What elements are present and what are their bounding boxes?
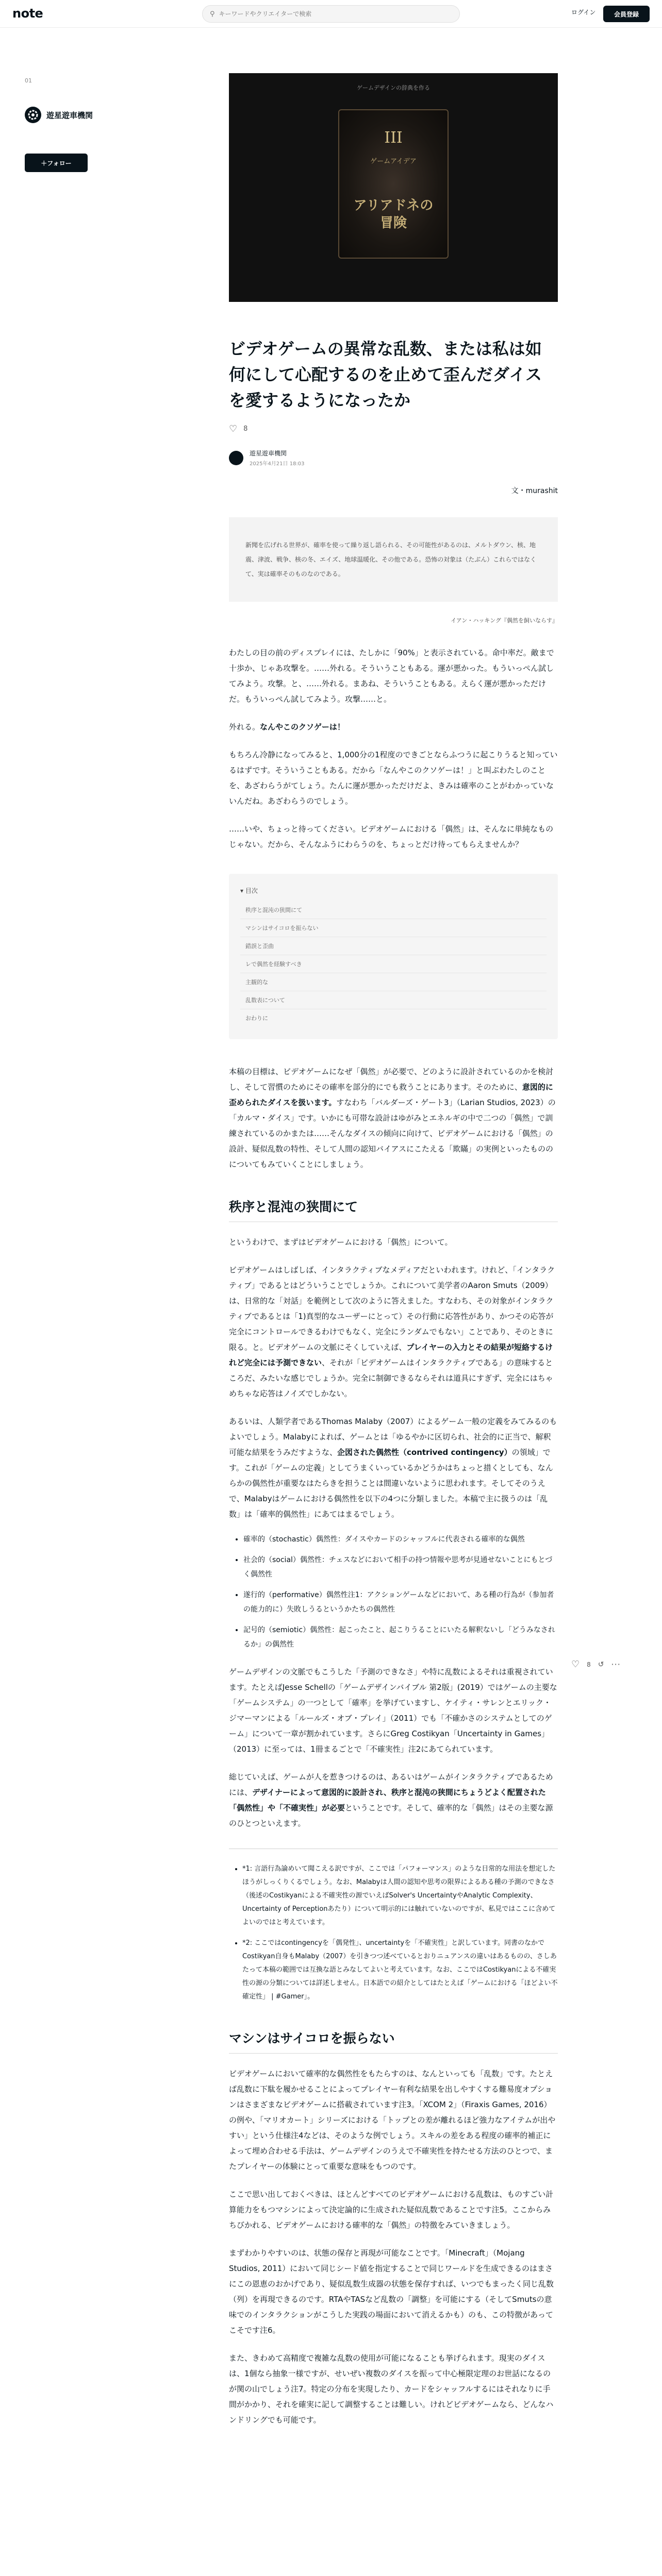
toc-item[interactable]: マシンはサイコロを振らない [240, 919, 547, 937]
paragraph: というわけで、まずはビデオゲームにおける「偶然」について。 [229, 1238, 453, 1247]
paragraph: また、きわめて高精度で複雑な乱数の使用が可能になることも挙げられます。現実のダイスは、1個なら抽象一様ですが、せいぜい複数のダイスを振って中心極限定理のお世話になるのが関の山でしょう注7。特定の分布を実現したり、カードをシャッフルするにはそれなりに手間がかかり、それを確実に記して調整することは難しい。けれどビデオゲームなら、どんなハンドリングでも可能です。 [229, 2353, 554, 2425]
toc-heading[interactable]: ▾ 目次 [240, 887, 258, 894]
author-name: 遊星遊車機関 [250, 450, 287, 457]
paragraph: 外れる。なんやこのクソゲーは！ [229, 722, 345, 732]
article-column [229, 73, 558, 2428]
paragraph: まずわかりやすいのは、状態の保存と再現が可能なことです。「Minecraft」（Mojang Studios, 2011）において同じシード値を指定することで同じワールドを生成できるのはまさにこの恩恵のおかげであり、疑似乱数生成器の状態を保存すれば、いつでもまったく同じ乱数（列）を再現できるのです。RTAやTASなど乱数の「調整」を可能にする（そしてSmutsの意味でのインタラクションがこうした実践の場面において消えるかも）のも、この特徴があってこそです注6。 [229, 2248, 554, 2335]
footnotes [229, 1862, 558, 2004]
byline: 文・murashit [511, 487, 558, 495]
list-item: • 確率的（stochastic）偶然性：ダイスやカードのシャッフルに代表される確率的な偶然 [243, 1532, 558, 1547]
paragraph: 本稿の目標は、ビデオゲームになぜ「偶然」が必要で、どのように設計されているのかを検討し、そして習慣のためにその確率を部分的にでも救うことにあります。そのために、意図的に歪められたダイスを扱います。すなわち「バルダーズ・ゲート3」（Larian Studios, 2023）の「カルマ・ダイス」です。いかにも可帯な設計はゆがみとエネルギの中で二つの「偶然」で訓練されているのかまたは……そんなダイスの傾向に向けて、ビデオゲームにおける「偶然」の設計、疑似乱数の特性、そして人間の認知バイアスにこたえる「欺瞞」の実例といったもののについてもみていくことにしましょう。 [229, 1067, 556, 1169]
hero-image [229, 73, 558, 302]
section-heading: 秩序と混沌の狭間にて [229, 1197, 558, 1222]
search-icon: ⚲ [210, 10, 215, 18]
toc-item[interactable]: 秩序と混沌の狭間にて [240, 901, 547, 919]
toc-item[interactable]: おわりに [245, 1015, 268, 1022]
login-link[interactable]: ログイン [571, 9, 596, 16]
toc-item[interactable]: レで偶然を経験すべき [240, 955, 547, 973]
paragraph: あるいは、人類学者であるThomas Malaby（2007）によるゲーム一般の定義をみてみるのもよいでしょう。Malabyによれば、ゲームとは「ゆるやかに区切られ、社会的に正当で、解釈可能な結果をうみだすような、企図された偶然性（contrived contingency）の領域」です。これが「ゲームの定義」としてうまくいっているかどうかはちょっと措くとしても、なんらかの偶然性が重要なはたらきを担うことは間違いないように思われます。そしてそのうえで、Malabyはゲームにおける偶然性を以下の4つに分類しました。本稿で主に扱うのは「乱数」は「確率的偶然性」にあてはまるでしょう。 [229, 1417, 557, 1519]
like-count: 8 [587, 1660, 591, 1668]
magazine-name: 遊星遊車機関 [46, 110, 93, 120]
publish-date: 2025年4月21日 18:03 [250, 461, 305, 467]
footnote: • *2: ここではcontingencyを「偶発性」、uncertaintyを「不確実性」と訳しています。同書のなかでCostikyan自身もMalaby（2007）を引きつつ述べているとおりニュアンスの違いはあるものの、さしあたって本稿の範囲では互換な語とみなしてよいと考えています。なお、ここではCostikyanによる不確実性の源の分類については詳述しません。日本語での紹介としてはたとえば「ゲームにおける「ほどよい不確定性」 | #Gamer」。 [242, 1937, 558, 2004]
follow-button[interactable]: ＋フォロー [25, 154, 88, 172]
paragraph: わたしの目の前のディスプレイには、たしかに「90%」と表示されている。命中率だ。敵まで十歩か、じゃあ攻撃を。……外れる。そういうこともある。運が悪かった。もういっぺん試してみよう。攻撃。と、……外れる。まあね、そういうこともある。えらく運が悪かっただけだ。もういっぺん試してみよう。攻撃……と。 [229, 648, 554, 704]
list-item: • 遂行的（performative）偶然性注1：アクションゲームなどにおいて、ある種の行為が（参加者の能力的に）失敗しうるというかたちの偶然性 [243, 1588, 558, 1617]
list-item: • 社会的（social）偶然性：チェスなどにおいて相手の持つ情報や思考が見通せないことにもとづく偶然性 [243, 1553, 558, 1582]
article-title: ビデオゲームの異常な乱数、または私は如何にして心配するのを止めて歪んだダイスを愛するようになったか [229, 339, 542, 410]
paragraph: ビデオゲームはしばしば、インタラクティブなメディアだといわれます。けれど、「インタラクティブ」であるとはどういうことでしょうか。これについて美学者のAaron Smuts（2009）は、日常的な「対話」を範例として次のように答えました。すなわち、その対象がインタラクティブであるとは「1)真型的なユーザーにとって）その行動に応答性があり、かつその応答が完全にコントロールできるわけでもなく、完全にランダムでもない」ことであり、そのときに限る。と。ビデオゲームの文脈にそくしていえば、プレイヤーの入力とその結果が短絡するけれど完全には予測できない、それが「ビデオゲームはインタラクティブである」の意味するところだ、みたいな感じでしょうか。完全に制御できるならそれは道具にすぎず、完全にはちゃめちゃな応答はノイズでしかない。 [229, 1265, 555, 1398]
paragraph: ……いや、ちょっと待ってください。ビデオゲームにおける「偶然」は、そんなに単純なものじゃない。だから、そんなふうにわらうのを、ちょっとだけ待ってもらえませんか？ [229, 824, 554, 849]
list-item: • 記号的（semiotic）偶然性：起こったこと、起こりうることにいたる解釈ないし「どうみなされるか」の偶然性 [243, 1623, 558, 1652]
toc-item[interactable]: 錯誤と歪曲 [240, 937, 547, 955]
search-input[interactable] [219, 10, 446, 18]
author-row[interactable] [229, 449, 558, 467]
floating-actions [571, 1659, 621, 1670]
hero-title: アリアドネの 冒険 [353, 198, 434, 231]
epigraph-source: イアン・ハッキング『偶然を飼いならす』 [451, 617, 558, 624]
signup-button[interactable]: 会員登録 [603, 6, 650, 22]
share-icon[interactable]: ↺ [598, 1660, 604, 1669]
section-heading: マシンはサイコロを振らない [229, 2028, 558, 2054]
hero-numeral: III [384, 129, 403, 147]
paragraph: ビデオゲームにおいて確率的な偶然性をもたらすのは、なんといっても「乱数」です。たとえば乱数に下駄を履かせることによってプレイヤー有利な結果を出しやすくする難易度オプションはさまざまなビデオゲームに搭載されています注3。「XCOM 2」（Firaxis Games, 2016）の例や、「マリオカート」シリーズにおける「トップとの差が離れるほど強力なアイテムが出やすい」という仕様注4などは、そのような例でしょう。スキルの差をある程度の確率的補正によって埋め合わせる手法は、ゲームデザインのうえで不確実性を持たせる方法のひとつで、またプレイヤーの体験にとって重要な意味をもつのです。 [229, 2069, 556, 2171]
hero-subtitle: ゲームアイデア [370, 158, 417, 165]
gear-icon [25, 107, 41, 123]
author-avatar [229, 451, 243, 465]
paragraph: 総じていえば、ゲームが人を惹きつけるのは、あるいはゲームがインタラクティブであるためには、デザイナーによって意図的に設計され、秩序と混沌の狭間にちょうどよく配置された「偶然性」や「不確実性」が必要ということです。そして、確率的な「偶然」はその主要な源のひとつといえます。 [229, 1772, 553, 1828]
contingency-list [229, 1532, 558, 1652]
hero-top-text: ゲームデザインの辞典を作る [356, 84, 430, 91]
toc-item[interactable]: 乱数表について [240, 991, 547, 1009]
top-bar [0, 0, 662, 28]
paragraph: もちろん冷静になってみると、1,000分の1程度のできごとならふつうに起こりうると知っているはずです。そういうこともある。だから「なんやこのクソゲーは！」と叫ぶわたしのことを、あざわらうがてしょう。たんに運が悪かっただけだよ、きみは確率のことがわかっていないんだね。あざわらうのでしょう。 [229, 750, 558, 806]
like-count: 8 [243, 425, 248, 433]
search-box[interactable] [202, 5, 460, 23]
magazine-link[interactable] [25, 107, 93, 123]
paragraph: ここで思い出しておくべきは、ほとんどすべてのビデオゲームにおける乱数は、ものすごい計算能力をもつマシンによって決定論的に生成された疑似乱数であることです注5。ここからみちびかれる、ビデオゲームにおける確率的な「偶然」の特徴をみていきましょう。 [229, 2190, 554, 2230]
toc-item[interactable]: 主観的な [240, 973, 547, 991]
table-of-contents [229, 874, 558, 1039]
heart-icon[interactable]: ♡ [571, 1659, 580, 1670]
sidebar-label: 01 [25, 77, 32, 84]
note-logo[interactable]: note [12, 6, 43, 21]
more-icon[interactable]: ··· [611, 1659, 621, 1669]
epigraph: 新聞を広げれる世界が、確率を使って繰り返し語られる、その可能性があるのは、メルトダウン、核、地震、津波、戦争、核の冬、エイズ、地球温暖化、その他である。恐怖の対象は（たぶん）これらではなくて、実は確率そのものなのである。 [229, 517, 558, 602]
magazine-avatar [25, 107, 41, 123]
like-row [229, 423, 558, 434]
paragraph: ゲームデザインの文脈でもこうした「予測のできなさ」や特に乱数によるそれは重視されています。たとえばJesse Schellの「ゲームデザインバイブル 第2版」(2019）ではゲームの主要な「ゲームシステム」の一つとして「確率」を挙げていますし、ケイティ・サレンとエリック・ジマーマンによる「ルールズ・オブ・プレイ」（2011）でも「不確かさのシステムとしてのゲーム」について一章が割かれています。さらにGreg Costikyan「Uncertainty in Games」（2013）に至っては、1冊まるごとで「不確実性」注2にあてられています。 [229, 1667, 557, 1754]
heart-icon[interactable]: ♡ [229, 423, 238, 434]
footnote: • *1: 言語行為論めいて聞こえる訳ですが、ここでは「パフォーマンス」のような日常的な用法を想定したほうがしっくりくるでしょう。なお、Malabyは人間の認知や思考の限界によるある種の予測のできなさ（後述のCostikyanによる不確実性の源でいえばSolver's UncertaintyやAnalytic Complexity、Uncertainty of Perceptionあたり）について明示的には触れていないのですが、私見ではここに含めてよいのではと考えています。 [242, 1862, 558, 1929]
